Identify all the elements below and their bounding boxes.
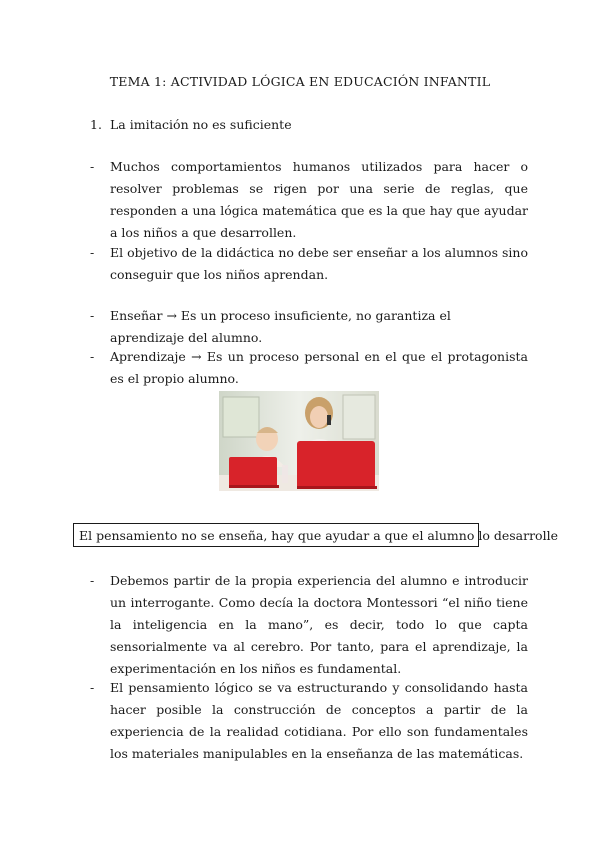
photo-mother-child-laptops <box>219 391 379 491</box>
page-title: TEMA 1: ACTIVIDAD LÓGICA EN EDUCACIÓN INFANTIL <box>109 74 491 89</box>
bullet-text: Aprendizaje → Es un proceso personal en el que el protagonista es el propio alumno. <box>110 349 528 386</box>
bullet-item <box>90 156 528 244</box>
bullet-text: Debemos partir de la propia experiencia del alumno e introducir un interrogante. Como decía la doctora Montessori “el niño tiene la inteligencia en la mano”, es decir, todo lo que capta sensorialmente va al cerebro. Por tanto, para el aprendizaje, la experimentación en los niños es fundamental. <box>110 573 528 676</box>
bullet-item <box>90 305 528 349</box>
photo-illustration <box>219 391 379 491</box>
bullet-item <box>90 677 528 765</box>
bullet-item <box>90 242 528 286</box>
bullet-marker: - <box>90 680 95 695</box>
bullet-marker: - <box>90 308 95 323</box>
bullet-text: El pensamiento lógico se va estructurando y consolidando hasta hacer posible la construcción de conceptos a partir de la experiencia de la realidad cotidiana. Por ello son fundamentales los materiales manipulables en la enseñanza de las matemáticas. <box>110 680 528 761</box>
section-heading-text: La imitación no es suficiente <box>110 117 292 132</box>
bullet-item <box>90 346 528 390</box>
bullet-text: Enseñar → Es un proceso insuficiente, no garantiza el aprendizaje del alumno. <box>110 308 451 345</box>
bullet-marker: - <box>90 245 95 260</box>
bullet-marker: - <box>90 159 95 174</box>
bullet-text: Muchos comportamientos humanos utilizados para hacer o resolver problemas se rigen por una serie de reglas, que responden a una lógica matemática que es la que hay que ayudar a los niños a que desarrollen. <box>110 159 528 240</box>
bullet-item <box>90 570 528 680</box>
highlight-box: El pensamiento no se enseña, hay que ayudar a que el alumno lo desarrolle <box>73 523 479 547</box>
bullet-marker: - <box>90 573 95 588</box>
section-number: 1. <box>90 117 102 132</box>
section-heading <box>90 117 292 132</box>
bullet-marker: - <box>90 349 95 364</box>
bullet-text: El objetivo de la didáctica no debe ser enseñar a los alumnos sino conseguir que los niños aprendan. <box>110 245 528 282</box>
